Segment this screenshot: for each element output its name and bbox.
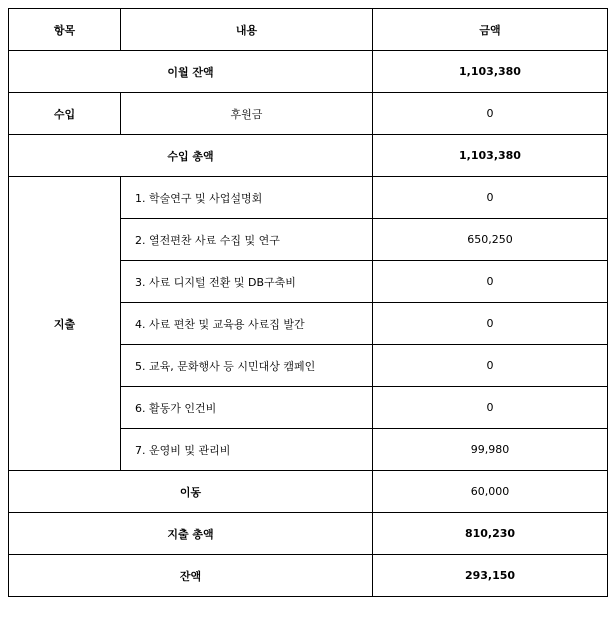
expense-item-amount: 0	[373, 261, 608, 303]
income-total-label: 수입 총액	[9, 135, 373, 177]
header-amount: 금액	[373, 9, 608, 51]
income-row	[9, 93, 608, 135]
expense-category: 지출	[9, 177, 121, 471]
expense-total-label: 지출 총액	[9, 513, 373, 555]
transfer-label: 이동	[9, 471, 373, 513]
expense-item-label: 4. 사료 편찬 및 교육용 사료집 발간	[121, 303, 373, 345]
finance-report-table	[8, 8, 608, 597]
expense-item-amount: 650,250	[373, 219, 608, 261]
closing-balance-amount: 293,150	[373, 555, 608, 597]
transfer-amount: 60,000	[373, 471, 608, 513]
income-total-amount: 1,103,380	[373, 135, 608, 177]
expense-item-amount: 0	[373, 303, 608, 345]
header-item: 항목	[9, 9, 121, 51]
expense-item-amount: 0	[373, 387, 608, 429]
header-content: 내용	[121, 9, 373, 51]
table-header-row	[9, 9, 608, 51]
expense-total-amount: 810,230	[373, 513, 608, 555]
income-item: 후원금	[121, 93, 373, 135]
opening-balance-amount: 1,103,380	[373, 51, 608, 93]
expense-item-label: 2. 열전편찬 사료 수집 및 연구	[121, 219, 373, 261]
expense-item-amount: 99,980	[373, 429, 608, 471]
expense-item-label: 5. 교육, 문화행사 등 시민대상 캠페인	[121, 345, 373, 387]
expense-row	[9, 177, 608, 219]
expense-item-amount: 0	[373, 345, 608, 387]
opening-balance-label: 이월 잔액	[9, 51, 373, 93]
income-total-row	[9, 135, 608, 177]
expense-item-label: 6. 활동가 인건비	[121, 387, 373, 429]
expense-total-row	[9, 513, 608, 555]
transfer-row	[9, 471, 608, 513]
closing-balance-row	[9, 555, 608, 597]
expense-item-label: 1. 학술연구 및 사업설명회	[121, 177, 373, 219]
expense-item-label: 3. 사료 디지털 전환 및 DB구축비	[121, 261, 373, 303]
closing-balance-label: 잔액	[9, 555, 373, 597]
expense-item-amount: 0	[373, 177, 608, 219]
income-category: 수입	[9, 93, 121, 135]
opening-balance-row	[9, 51, 608, 93]
expense-item-label: 7. 운영비 및 관리비	[121, 429, 373, 471]
income-amount: 0	[373, 93, 608, 135]
